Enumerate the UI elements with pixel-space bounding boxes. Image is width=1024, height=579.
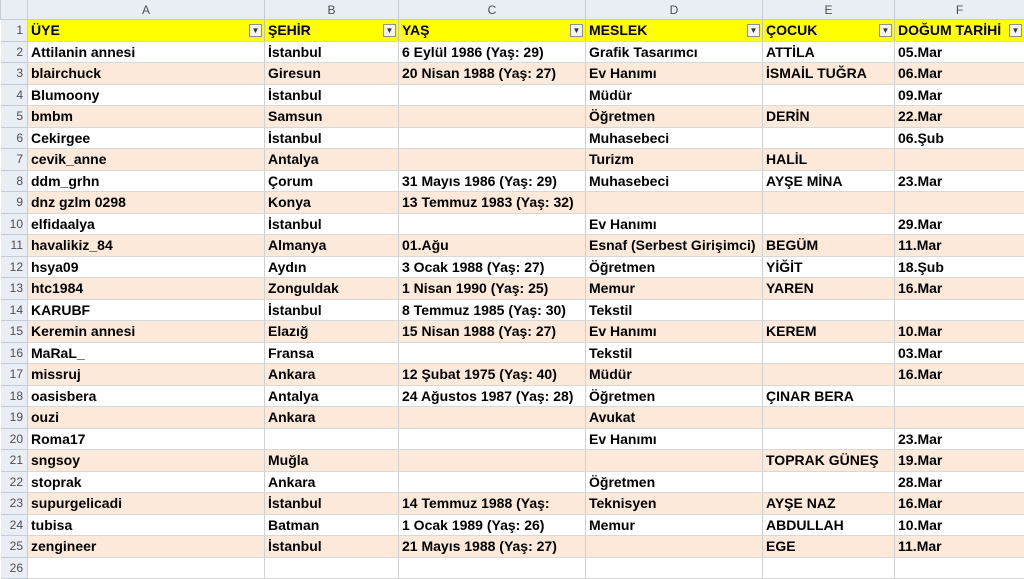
- table-row: [1, 450, 1024, 472]
- column-header-a[interactable]: A: [28, 0, 265, 20]
- table-cell[interactable]: Müdür: [586, 364, 763, 386]
- row-number[interactable]: 11: [1, 235, 28, 257]
- row-number[interactable]: 14: [1, 299, 28, 321]
- table-row: [1, 192, 1024, 214]
- row-number[interactable]: 2: [1, 41, 28, 63]
- table-cell[interactable]: Fransa: [265, 342, 399, 364]
- table-cell[interactable]: Muhasebeci: [586, 170, 763, 192]
- table-row: [1, 493, 1024, 515]
- table-cell[interactable]: [763, 364, 895, 386]
- table-cell[interactable]: AYŞE MİNA: [763, 170, 895, 192]
- table-cell[interactable]: 19.Mar: [895, 450, 1024, 472]
- table-cell[interactable]: 03.Mar: [895, 342, 1024, 364]
- table-cell[interactable]: dnz gzlm 0298: [28, 192, 265, 214]
- table-cell[interactable]: [895, 192, 1024, 214]
- row-number[interactable]: 25: [1, 536, 28, 558]
- table-cell[interactable]: Memur: [586, 278, 763, 300]
- table-cell[interactable]: [586, 192, 763, 214]
- table-cell[interactable]: Memur: [586, 514, 763, 536]
- table-cell[interactable]: MaRaL_: [28, 342, 265, 364]
- table-cell[interactable]: Zonguldak: [265, 278, 399, 300]
- table-cell[interactable]: havalikiz_84: [28, 235, 265, 257]
- table-cell[interactable]: İstanbul: [265, 213, 399, 235]
- column-header-b[interactable]: B: [265, 0, 399, 20]
- table-cell[interactable]: 01.Ağu: [399, 235, 586, 257]
- table-row: [1, 84, 1024, 106]
- row-number[interactable]: 26: [1, 557, 28, 579]
- table-cell[interactable]: Ankara: [265, 407, 399, 429]
- table-cell[interactable]: Grafik Tasarımcı: [586, 41, 763, 63]
- table-cell[interactable]: [586, 450, 763, 472]
- table-cell[interactable]: Teknisyen: [586, 493, 763, 515]
- table-cell[interactable]: Öğretmen: [586, 106, 763, 128]
- table-cell[interactable]: blairchuck: [28, 63, 265, 85]
- table-cell[interactable]: [399, 428, 586, 450]
- table-cell[interactable]: Giresun: [265, 63, 399, 85]
- table-cell[interactable]: 14 Temmuz 1988 (Yaş:: [399, 493, 586, 515]
- row-number[interactable]: 6: [1, 127, 28, 149]
- filter-dropdown-icon[interactable]: ▼: [1009, 24, 1022, 37]
- table-cell[interactable]: [265, 428, 399, 450]
- table-cell[interactable]: İstanbul: [265, 127, 399, 149]
- table-cell[interactable]: Tekstil: [586, 299, 763, 321]
- table-cell[interactable]: Antalya: [265, 385, 399, 407]
- table-row: [1, 385, 1024, 407]
- row-number[interactable]: 10: [1, 213, 28, 235]
- table-cell[interactable]: [763, 342, 895, 364]
- table-cell[interactable]: Attilanin annesi: [28, 41, 265, 63]
- table-cell[interactable]: 28.Mar: [895, 471, 1024, 493]
- table-cell[interactable]: Konya: [265, 192, 399, 214]
- table-cell[interactable]: Samsun: [265, 106, 399, 128]
- table-cell[interactable]: DERİN: [763, 106, 895, 128]
- table-cell[interactable]: oasisbera: [28, 385, 265, 407]
- table-cell[interactable]: Blumoony: [28, 84, 265, 106]
- table-row: [1, 536, 1024, 558]
- table-cell[interactable]: Roma17: [28, 428, 265, 450]
- table-row: [1, 321, 1024, 343]
- table-cell[interactable]: ouzi: [28, 407, 265, 429]
- table-cell[interactable]: Ankara: [265, 364, 399, 386]
- table-cell[interactable]: [399, 127, 586, 149]
- table-cell[interactable]: 11.Mar: [895, 536, 1024, 558]
- table-cell[interactable]: Öğretmen: [586, 471, 763, 493]
- table-row: [1, 149, 1024, 171]
- table-cell[interactable]: Ev Hanımı: [586, 428, 763, 450]
- table-cell[interactable]: [399, 557, 586, 579]
- table-cell[interactable]: [763, 407, 895, 429]
- table-cell[interactable]: 13 Temmuz 1983 (Yaş: 32): [399, 192, 586, 214]
- row-number[interactable]: 3: [1, 63, 28, 85]
- table-cell[interactable]: missruj: [28, 364, 265, 386]
- row-number[interactable]: 13: [1, 278, 28, 300]
- table-row-empty: [1, 557, 1024, 579]
- row-number[interactable]: 16: [1, 342, 28, 364]
- table-cell[interactable]: Aydın: [265, 256, 399, 278]
- table-cell[interactable]: 23.Mar: [895, 428, 1024, 450]
- table-cell[interactable]: 24 Ağustos 1987 (Yaş: 28): [399, 385, 586, 407]
- table-cell[interactable]: Öğretmen: [586, 256, 763, 278]
- table-row: [1, 170, 1024, 192]
- table-cell[interactable]: BEGÜM: [763, 235, 895, 257]
- table-cell[interactable]: [399, 213, 586, 235]
- table-cell[interactable]: 06.Şub: [895, 127, 1024, 149]
- table-cell[interactable]: YİĞİT: [763, 256, 895, 278]
- table-row: [1, 471, 1024, 493]
- table-cell[interactable]: Ankara: [265, 471, 399, 493]
- table-cell[interactable]: 15 Nisan 1988 (Yaş: 27): [399, 321, 586, 343]
- table-cell[interactable]: cevik_anne: [28, 149, 265, 171]
- header-label: ÇOCUK: [766, 22, 817, 38]
- table-row: [1, 342, 1024, 364]
- table-cell[interactable]: [763, 557, 895, 579]
- table-cell[interactable]: hsya09: [28, 256, 265, 278]
- table-cell[interactable]: Almanya: [265, 235, 399, 257]
- row-number[interactable]: 21: [1, 450, 28, 472]
- table-cell[interactable]: Ev Hanımı: [586, 63, 763, 85]
- table-cell[interactable]: [895, 385, 1024, 407]
- column-header-c[interactable]: C: [399, 0, 586, 20]
- table-cell[interactable]: İSMAİL TUĞRA: [763, 63, 895, 85]
- table-cell[interactable]: Ev Hanımı: [586, 213, 763, 235]
- header-label: DOĞUM TARİHİ: [898, 22, 1001, 38]
- header-cell-uye[interactable]: [28, 20, 265, 42]
- table-cell[interactable]: İstanbul: [265, 493, 399, 515]
- table-cell[interactable]: 3 Ocak 1988 (Yaş: 27): [399, 256, 586, 278]
- filter-dropdown-icon[interactable]: ▼: [747, 24, 760, 37]
- table-cell[interactable]: Cekirgee: [28, 127, 265, 149]
- row-number[interactable]: 12: [1, 256, 28, 278]
- table-cell[interactable]: [763, 428, 895, 450]
- table-cell[interactable]: zengineer: [28, 536, 265, 558]
- table-cell[interactable]: Tekstil: [586, 342, 763, 364]
- table-cell[interactable]: 16.Mar: [895, 278, 1024, 300]
- row-number[interactable]: 23: [1, 493, 28, 515]
- table-cell[interactable]: [763, 299, 895, 321]
- table-cell[interactable]: htc1984: [28, 278, 265, 300]
- table-cell[interactable]: [28, 557, 265, 579]
- table-cell[interactable]: supurgelicadi: [28, 493, 265, 515]
- row-number[interactable]: 4: [1, 84, 28, 106]
- table-cell[interactable]: [763, 84, 895, 106]
- table-cell[interactable]: [895, 299, 1024, 321]
- table-cell[interactable]: 05.Mar: [895, 41, 1024, 63]
- table-cell[interactable]: HALİL: [763, 149, 895, 171]
- table-cell[interactable]: stoprak: [28, 471, 265, 493]
- table-cell[interactable]: [399, 84, 586, 106]
- table-row: [1, 235, 1024, 257]
- table-cell[interactable]: 18.Şub: [895, 256, 1024, 278]
- table-cell[interactable]: Elazığ: [265, 321, 399, 343]
- table-cell[interactable]: [763, 192, 895, 214]
- header-cell-yas[interactable]: [399, 20, 586, 42]
- table-cell[interactable]: Müdür: [586, 84, 763, 106]
- table-cell[interactable]: 16.Mar: [895, 493, 1024, 515]
- table-cell[interactable]: Muhasebeci: [586, 127, 763, 149]
- table-row: [1, 41, 1024, 63]
- table-cell[interactable]: [399, 342, 586, 364]
- table-row: [1, 428, 1024, 450]
- table-row: [1, 514, 1024, 536]
- table-cell[interactable]: 8 Temmuz 1985 (Yaş: 30): [399, 299, 586, 321]
- filter-dropdown-icon[interactable]: ▼: [879, 24, 892, 37]
- table-cell[interactable]: KEREM: [763, 321, 895, 343]
- table-cell[interactable]: sngsoy: [28, 450, 265, 472]
- table-cell[interactable]: [763, 471, 895, 493]
- table-row: [1, 256, 1024, 278]
- table-cell[interactable]: 06.Mar: [895, 63, 1024, 85]
- row-number[interactable]: 5: [1, 106, 28, 128]
- row-number[interactable]: 8: [1, 170, 28, 192]
- table-cell[interactable]: [586, 536, 763, 558]
- table-cell[interactable]: EGE: [763, 536, 895, 558]
- table-cell[interactable]: İstanbul: [265, 299, 399, 321]
- filter-dropdown-icon[interactable]: ▼: [249, 24, 262, 37]
- table-cell[interactable]: [586, 557, 763, 579]
- table-cell[interactable]: Batman: [265, 514, 399, 536]
- row-number[interactable]: 18: [1, 385, 28, 407]
- table-cell[interactable]: [399, 149, 586, 171]
- table-cell[interactable]: [895, 149, 1024, 171]
- column-header-f[interactable]: F: [895, 0, 1024, 20]
- row-number[interactable]: 17: [1, 364, 28, 386]
- table-cell[interactable]: İstanbul: [265, 84, 399, 106]
- select-all-corner[interactable]: [1, 0, 28, 20]
- header-cell-sehir[interactable]: [265, 20, 399, 42]
- table-cell[interactable]: 12 Şubat 1975 (Yaş: 40): [399, 364, 586, 386]
- table-cell[interactable]: 1 Ocak 1989 (Yaş: 26): [399, 514, 586, 536]
- column-header-row: [1, 0, 1024, 20]
- row-number[interactable]: 24: [1, 514, 28, 536]
- table-cell[interactable]: Turizm: [586, 149, 763, 171]
- table-cell[interactable]: [763, 213, 895, 235]
- table-cell[interactable]: tubisa: [28, 514, 265, 536]
- header-cell-cocuk[interactable]: [763, 20, 895, 42]
- table-cell[interactable]: [895, 557, 1024, 579]
- header-label: ŞEHİR: [268, 22, 311, 38]
- table-header-row: [1, 20, 1024, 42]
- table-cell[interactable]: Öğretmen: [586, 385, 763, 407]
- table-cell[interactable]: 20 Nisan 1988 (Yaş: 27): [399, 63, 586, 85]
- table-cell[interactable]: ddm_grhn: [28, 170, 265, 192]
- table-cell[interactable]: 21 Mayıs 1988 (Yaş: 27): [399, 536, 586, 558]
- table-cell[interactable]: 10.Mar: [895, 514, 1024, 536]
- table-cell[interactable]: 16.Mar: [895, 364, 1024, 386]
- table-cell[interactable]: [399, 450, 586, 472]
- table-cell[interactable]: İstanbul: [265, 536, 399, 558]
- table-cell[interactable]: [895, 407, 1024, 429]
- table-cell[interactable]: İstanbul: [265, 41, 399, 63]
- table-cell[interactable]: [763, 127, 895, 149]
- table-cell[interactable]: [265, 557, 399, 579]
- row-number[interactable]: 1: [1, 20, 28, 42]
- table-cell[interactable]: bmbm: [28, 106, 265, 128]
- table-cell[interactable]: AYŞE NAZ: [763, 493, 895, 515]
- filter-dropdown-icon[interactable]: ▼: [383, 24, 396, 37]
- table-cell[interactable]: 10.Mar: [895, 321, 1024, 343]
- header-cell-dogum-tarihi[interactable]: [895, 20, 1024, 42]
- table-cell[interactable]: Antalya: [265, 149, 399, 171]
- row-number[interactable]: 20: [1, 428, 28, 450]
- table-cell[interactable]: Esnaf (Serbest Girişimci): [586, 235, 763, 257]
- table-row: [1, 278, 1024, 300]
- header-label: YAŞ: [402, 22, 430, 38]
- table-cell[interactable]: [399, 471, 586, 493]
- table-cell[interactable]: Muğla: [265, 450, 399, 472]
- table-row: [1, 106, 1024, 128]
- table-row: [1, 213, 1024, 235]
- table-row: [1, 407, 1024, 429]
- row-number[interactable]: 15: [1, 321, 28, 343]
- row-number[interactable]: 9: [1, 192, 28, 214]
- table-cell[interactable]: elfidaalya: [28, 213, 265, 235]
- table-cell[interactable]: 6 Eylül 1986 (Yaş: 29): [399, 41, 586, 63]
- table-cell[interactable]: 11.Mar: [895, 235, 1024, 257]
- table-row: [1, 364, 1024, 386]
- header-label: MESLEK: [589, 22, 647, 38]
- column-header-d[interactable]: D: [586, 0, 763, 20]
- table-cell[interactable]: [399, 106, 586, 128]
- row-number[interactable]: 22: [1, 471, 28, 493]
- table-cell[interactable]: 23.Mar: [895, 170, 1024, 192]
- table-cell[interactable]: 31 Mayıs 1986 (Yaş: 29): [399, 170, 586, 192]
- table-cell[interactable]: TOPRAK GÜNEŞ: [763, 450, 895, 472]
- table-cell[interactable]: ABDULLAH: [763, 514, 895, 536]
- filter-dropdown-icon[interactable]: ▼: [570, 24, 583, 37]
- table-cell[interactable]: Çorum: [265, 170, 399, 192]
- table-cell[interactable]: ÇINAR BERA: [763, 385, 895, 407]
- table-cell[interactable]: 29.Mar: [895, 213, 1024, 235]
- column-header-e[interactable]: E: [763, 0, 895, 20]
- table-row: [1, 127, 1024, 149]
- header-cell-meslek[interactable]: [586, 20, 763, 42]
- row-number[interactable]: 19: [1, 407, 28, 429]
- table-cell[interactable]: ATTİLA: [763, 41, 895, 63]
- table-cell[interactable]: 09.Mar: [895, 84, 1024, 106]
- table-cell[interactable]: 1 Nisan 1990 (Yaş: 25): [399, 278, 586, 300]
- table-cell[interactable]: 22.Mar: [895, 106, 1024, 128]
- row-number[interactable]: 7: [1, 149, 28, 171]
- table-cell[interactable]: YAREN: [763, 278, 895, 300]
- table-cell[interactable]: [399, 407, 586, 429]
- table-cell[interactable]: Ev Hanımı: [586, 321, 763, 343]
- table-cell[interactable]: KARUBF: [28, 299, 265, 321]
- table-cell[interactable]: Keremin annesi: [28, 321, 265, 343]
- table-cell[interactable]: Avukat: [586, 407, 763, 429]
- table-row: [1, 299, 1024, 321]
- table-row: [1, 63, 1024, 85]
- header-label: ÜYE: [31, 22, 60, 38]
